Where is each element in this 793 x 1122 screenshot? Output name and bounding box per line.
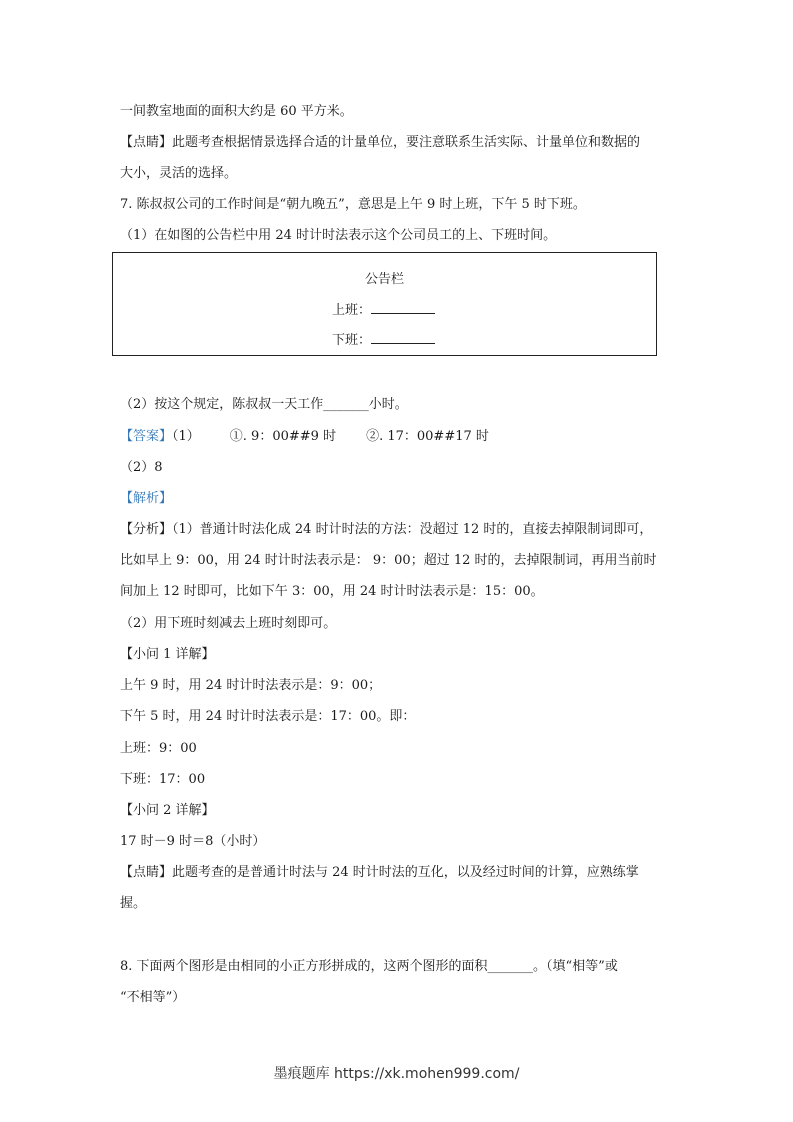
analysis-tag: 【解析】 [120, 491, 173, 506]
notice-board [112, 252, 657, 356]
notice-board-title: 公告栏 [364, 272, 404, 287]
start-blank [371, 301, 435, 314]
text-line: 上午 9 时，用 24 时计时法表示是：9：00； [120, 678, 382, 693]
end-blank [371, 331, 435, 344]
text-line: 下班：17：00 [120, 772, 206, 787]
text-line: 【分析】（1）普通计时法化成 24 时计时法的方法：没超过 12 时的，直接去掉限制词即可， [120, 522, 653, 537]
answer-item1: ①. 9：00##9 时 [229, 429, 337, 444]
text-line: 下午 5 时，用 24 时计时法表示是：17：00。即： [120, 709, 416, 724]
text-line: 比如早上 9：00，用 24 时计时法表示是： 9：00；超过 12 时的，去掉限制词，再用当前时 [120, 553, 657, 568]
footer-watermark: 墨痕题库 https://xk.mohen999.com/ [273, 1066, 520, 1082]
text-line: （2）8 [120, 460, 163, 475]
text-line: 【点睛】此题考查的是普通计时法与 24 时计时法的互化，以及经过时间的计算，应熟练掌 [120, 865, 639, 880]
text-line: 间加上 12 时即可，比如下午 3：00，用 24 时计时法表示是：15：00。 [120, 584, 544, 599]
text-line: “不相等”） [120, 990, 186, 1005]
text-line: （1）在如图的公告栏中用 24 时计时法表示这个公司员工的上、下班时间。 [120, 228, 557, 243]
text-line: 【点睛】此题考查根据情景选择合适的计量单位，要注意联系生活实际、计量单位和数据的 [120, 135, 641, 150]
text-line: 【小问 1 详解】 [120, 647, 215, 662]
answer-line [120, 428, 489, 446]
text-line: 17 时－9 时＝8（小时） [120, 834, 266, 849]
question-8: 8. 下面两个图形是由相同的小正方形拼成的，这两个图形的面积_______。（填“相等”或 [120, 959, 618, 974]
answer-item2: ②. 17：00##17 时 [366, 429, 489, 444]
answer-part1: （1） [172, 429, 200, 444]
text-line: 【小问 2 详解】 [120, 803, 215, 818]
start-label: 上班： [332, 303, 372, 318]
answer-tag: 【答案】 [120, 429, 173, 444]
end-label: 下班： [332, 333, 372, 348]
notice-start-row [332, 299, 435, 318]
notice-end-row [332, 329, 435, 348]
text-line: 大小，灵活的选择。 [120, 166, 238, 181]
question-7: 7. 陈叔叔公司的工作时间是“朝九晚五”，意思是上午 9 时上班，下午 5 时下班。 [120, 197, 586, 212]
text-line: 一间教室地面的面积大约是 60 平方米。 [120, 104, 353, 119]
text-line: 握。 [120, 896, 147, 911]
text-line: （2）按这个规定，陈叔叔一天工作_______小时。 [120, 397, 408, 412]
text-line: 上班：9：00 [120, 741, 197, 756]
text-line: （2）用下班时刻减去上班时刻即可。 [120, 616, 337, 631]
